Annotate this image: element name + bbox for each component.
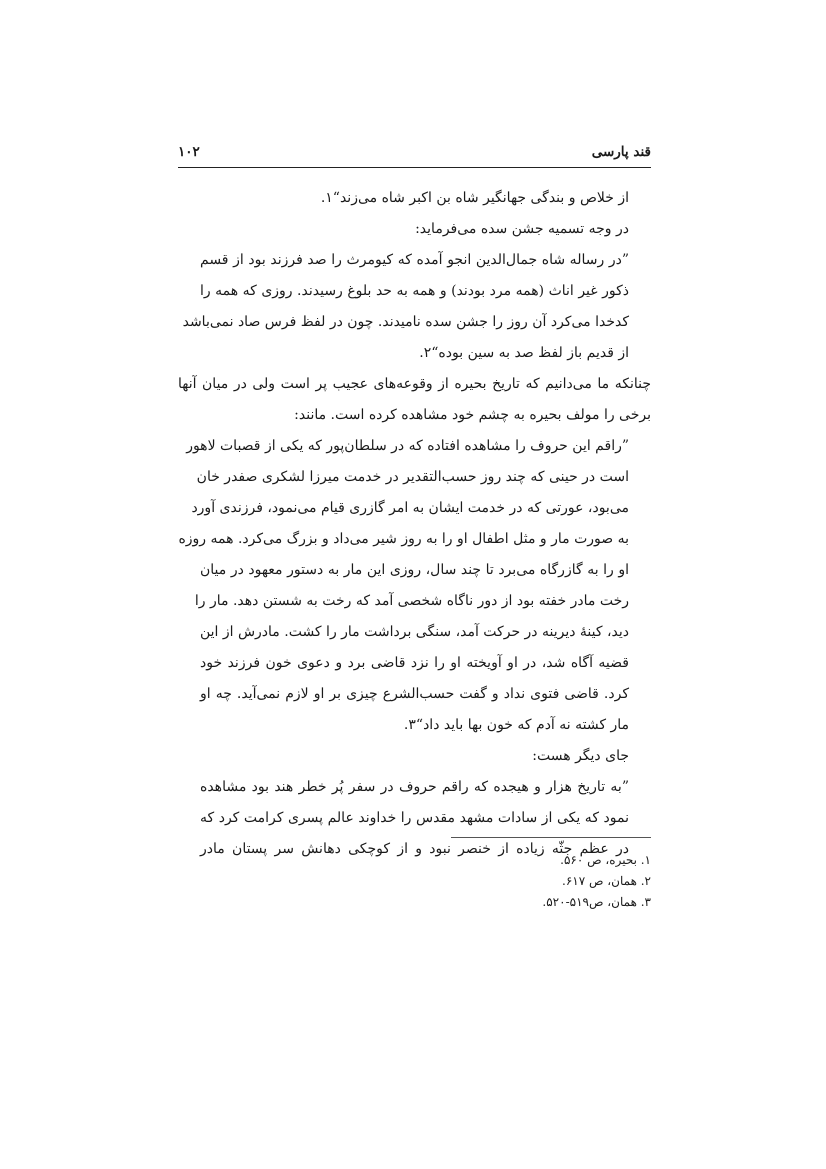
text-line: کرد. قاضی فتوی نداد و گفت حسب‌الشرع چیزی بر او لازم نمی‌آید. چه او [200, 686, 629, 702]
body-text [178, 183, 651, 865]
footnotes [451, 850, 651, 913]
text-line: در عظم جثّه زیاده از خنصر نبود و از کوچکی دهانش سر پستان مادر [200, 841, 629, 857]
footnote: ۱. بحیره، ص ۵۶۰. [560, 853, 651, 867]
header-rule [178, 167, 651, 168]
text-line: از قدیم باز لفظ صد به سین بوده“۲. [419, 345, 629, 361]
text-line: می‌بود، عورتی که در خدمت ایشان به امر گازری قیام می‌نمود، فرزندی آورد [191, 500, 629, 516]
text-line: کدخدا می‌کرد آن روز را جشن سده نامیدند. چون در لفظ فرس صاد نمی‌باشد [182, 314, 629, 330]
page-header [178, 144, 651, 166]
text-line: رخت مادر خفته بود از دور ناگاه شخصی آمد که رخت به شستن دهد. مار را [194, 593, 629, 609]
text-line: از خلاص و بندگی جهانگیر شاه بن اکبر شاه می‌زند“۱. [320, 190, 629, 206]
text-line: ذکور غیر اناث (همه مرد بودند) و همه به حد بلوغ رسیدند. روزی که همه را [200, 283, 629, 299]
text-line: چنانکه ما می‌دانیم که تاریخ بحیره از وقوعه‌های عجیب پر است ولی در میان آنها [178, 376, 651, 392]
text-line: است در حینی که چند روز حسب‌التقدیر در خدمت میرزا لشکری صفدر خان [196, 469, 629, 485]
text-line: به صورت مار و مثل اطفال او را به روز شیر می‌داد و بزرگ می‌کرد. همه روزه [178, 531, 629, 547]
text-line: برخی را مولف بحیره به چشم خود مشاهده کرده است. مانند: [294, 407, 651, 423]
footnote: ۲. همان، ص ۶۱۷. [562, 874, 651, 888]
text-line: دید، کینهٔ دیرینه در حرکت آمد، سنگی برداشت مار را کشت. مادرش از این [199, 624, 629, 640]
footnote-rule [451, 837, 651, 838]
running-title: قند پارسی [591, 144, 651, 160]
text-line: نمود که یکی از سادات مشهد مقدس را خداوند عالم پسری کرامت کرد که [200, 810, 629, 826]
page-number: ۱۰۲ [178, 144, 200, 160]
text-line: او را به گازرگاه می‌برد تا چند سال، روزی این مار به دستور معهود در میان [200, 562, 629, 578]
text-line: ”در رساله شاه جمال‌الدین انجو آمده که کیومرث را صد فرزند بود از قسم [200, 252, 629, 268]
text-line: جای دیگر هست: [532, 748, 629, 764]
text-line: ”به تاریخ هزار و هیجده که راقم حروف در سفر پُر خطر هند بود مشاهده [200, 779, 629, 795]
footnote: ۳. همان، ص۵۱۹-۵۲۰. [542, 895, 651, 909]
text-line: ”راقم این حروف را مشاهده افتاده که در سلطان‌پور که یکی از قصبات لاهور [186, 438, 629, 454]
text-line: مار کشته نه آدم که خون بها باید داد“۳. [403, 717, 629, 733]
text-line: در وجه تسمیه جشن سده می‌فرماید: [415, 221, 629, 237]
text-line: قضیه آگاه شد، در او آویخته او را نزد قاضی برد و دعوی خون فرزند خود [200, 655, 629, 671]
